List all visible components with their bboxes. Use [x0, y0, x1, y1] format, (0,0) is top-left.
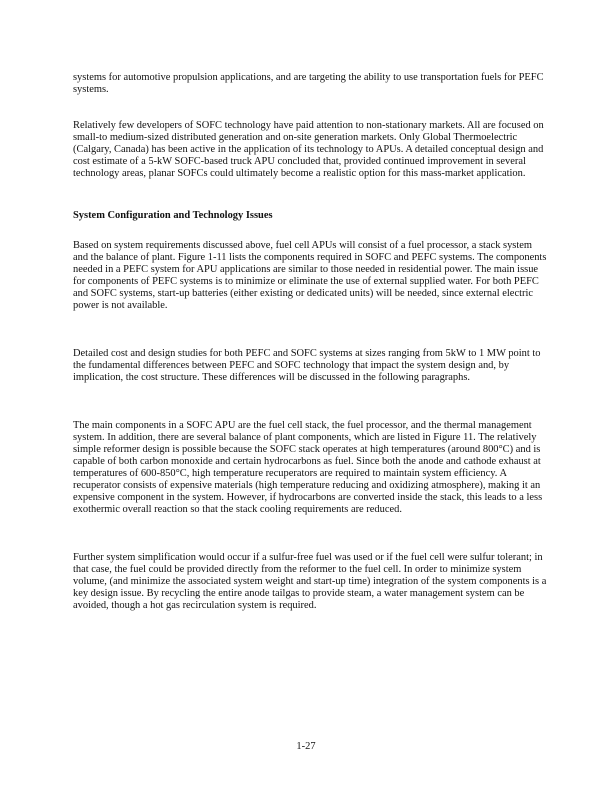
paragraph-system-simplification [73, 552, 549, 612]
paragraph-cost-design-studies [73, 348, 549, 384]
paragraph-5-text: The main components in a SOFC APU are the fuel cell stack, the fuel processor, and the thermal management system. In addition, there are several balance of plant components, which are listed in Figure 11. The relatively simple reformer design is possible because the SOFC stack operates at high temperatures (around 800°C) and is capable of both carbon monoxide and certain hydrocarbons as fuel. Since both the anode and cathode exhaust at temperatures of 600-850°C, high temperature recuperators are required to maintain system efficiency. A recuperator consists of expensive materials (high temperature reducing and oxidizing atmosphere), making it an expensive component in the system. However, if hydrocarbons are converted inside the stack, this leads to a less exothermic overall reaction so that the stack cooling requirements are reduced. [73, 420, 543, 515]
paragraph-2-text: Relatively few developers of SOFC technology have paid attention to non-stationary markets. All are focused on small-to medium-sized distributed generation and on-site generation markets. Only Global Thermoelectric (Calgary, Canada) has been active in the application of its technology to APUs. A detailed conceptual design and cost estimate of a 5-kW SOFC-based truck APU concluded that, provided continued improvement in several technology areas, planar SOFCs could ultimately become a realistic option for this mass-market application. [73, 120, 544, 179]
paragraph-1-text: systems for automotive propulsion applications, and are targeting the ability to use transportation fuels for PEFC systems. [73, 72, 544, 95]
paragraph-6-text: Further system simplification would occur if a sulfur-free fuel was used or if the fuel cell were sulfur tolerant; in that case, the fuel could be provided directly from the reformer to the fuel cell. In order to minimize system volume, (and minimize the associated system weight and start-up time) integration of the system components is a key design issue. By recycling the entire anode tailgas to provide steam, a water management system can be avoided, though a hot gas recirculation system is required. [73, 552, 547, 611]
paragraph-system-requirements [73, 240, 549, 312]
paragraph-sofc-components [73, 420, 549, 516]
section-heading-text: System Configuration and Technology Issues [73, 210, 273, 221]
paragraph-4-text: Detailed cost and design studies for both PEFC and SOFC systems at sizes ranging from 5kW to 1 MW point to the fundamental differences between PEFC and SOFC technology that impact the system design and, by implication, the cost structure. These differences will be discussed in the following paragraphs. [73, 348, 541, 383]
paragraph-sofc-markets [73, 120, 549, 180]
page-number: 1-27 [296, 741, 316, 752]
section-heading [73, 210, 549, 222]
paragraph-automotive-pefc [73, 72, 549, 96]
paragraph-3-text: Based on system requirements discussed above, fuel cell APUs will consist of a fuel processor, a stack system and the balance of plant. Figure 1-11 lists the components required in SOFC and PEFC systems. The components needed in a PEFC system for APU applications are similar to those needed in residential power. The main issue for components of PEFC systems is to minimize or eliminate the use of external supplied water. For both PEFC and SOFC systems, start-up batteries (either existing or dedicated units) will be needed, since external electric power is not available. [73, 240, 547, 311]
